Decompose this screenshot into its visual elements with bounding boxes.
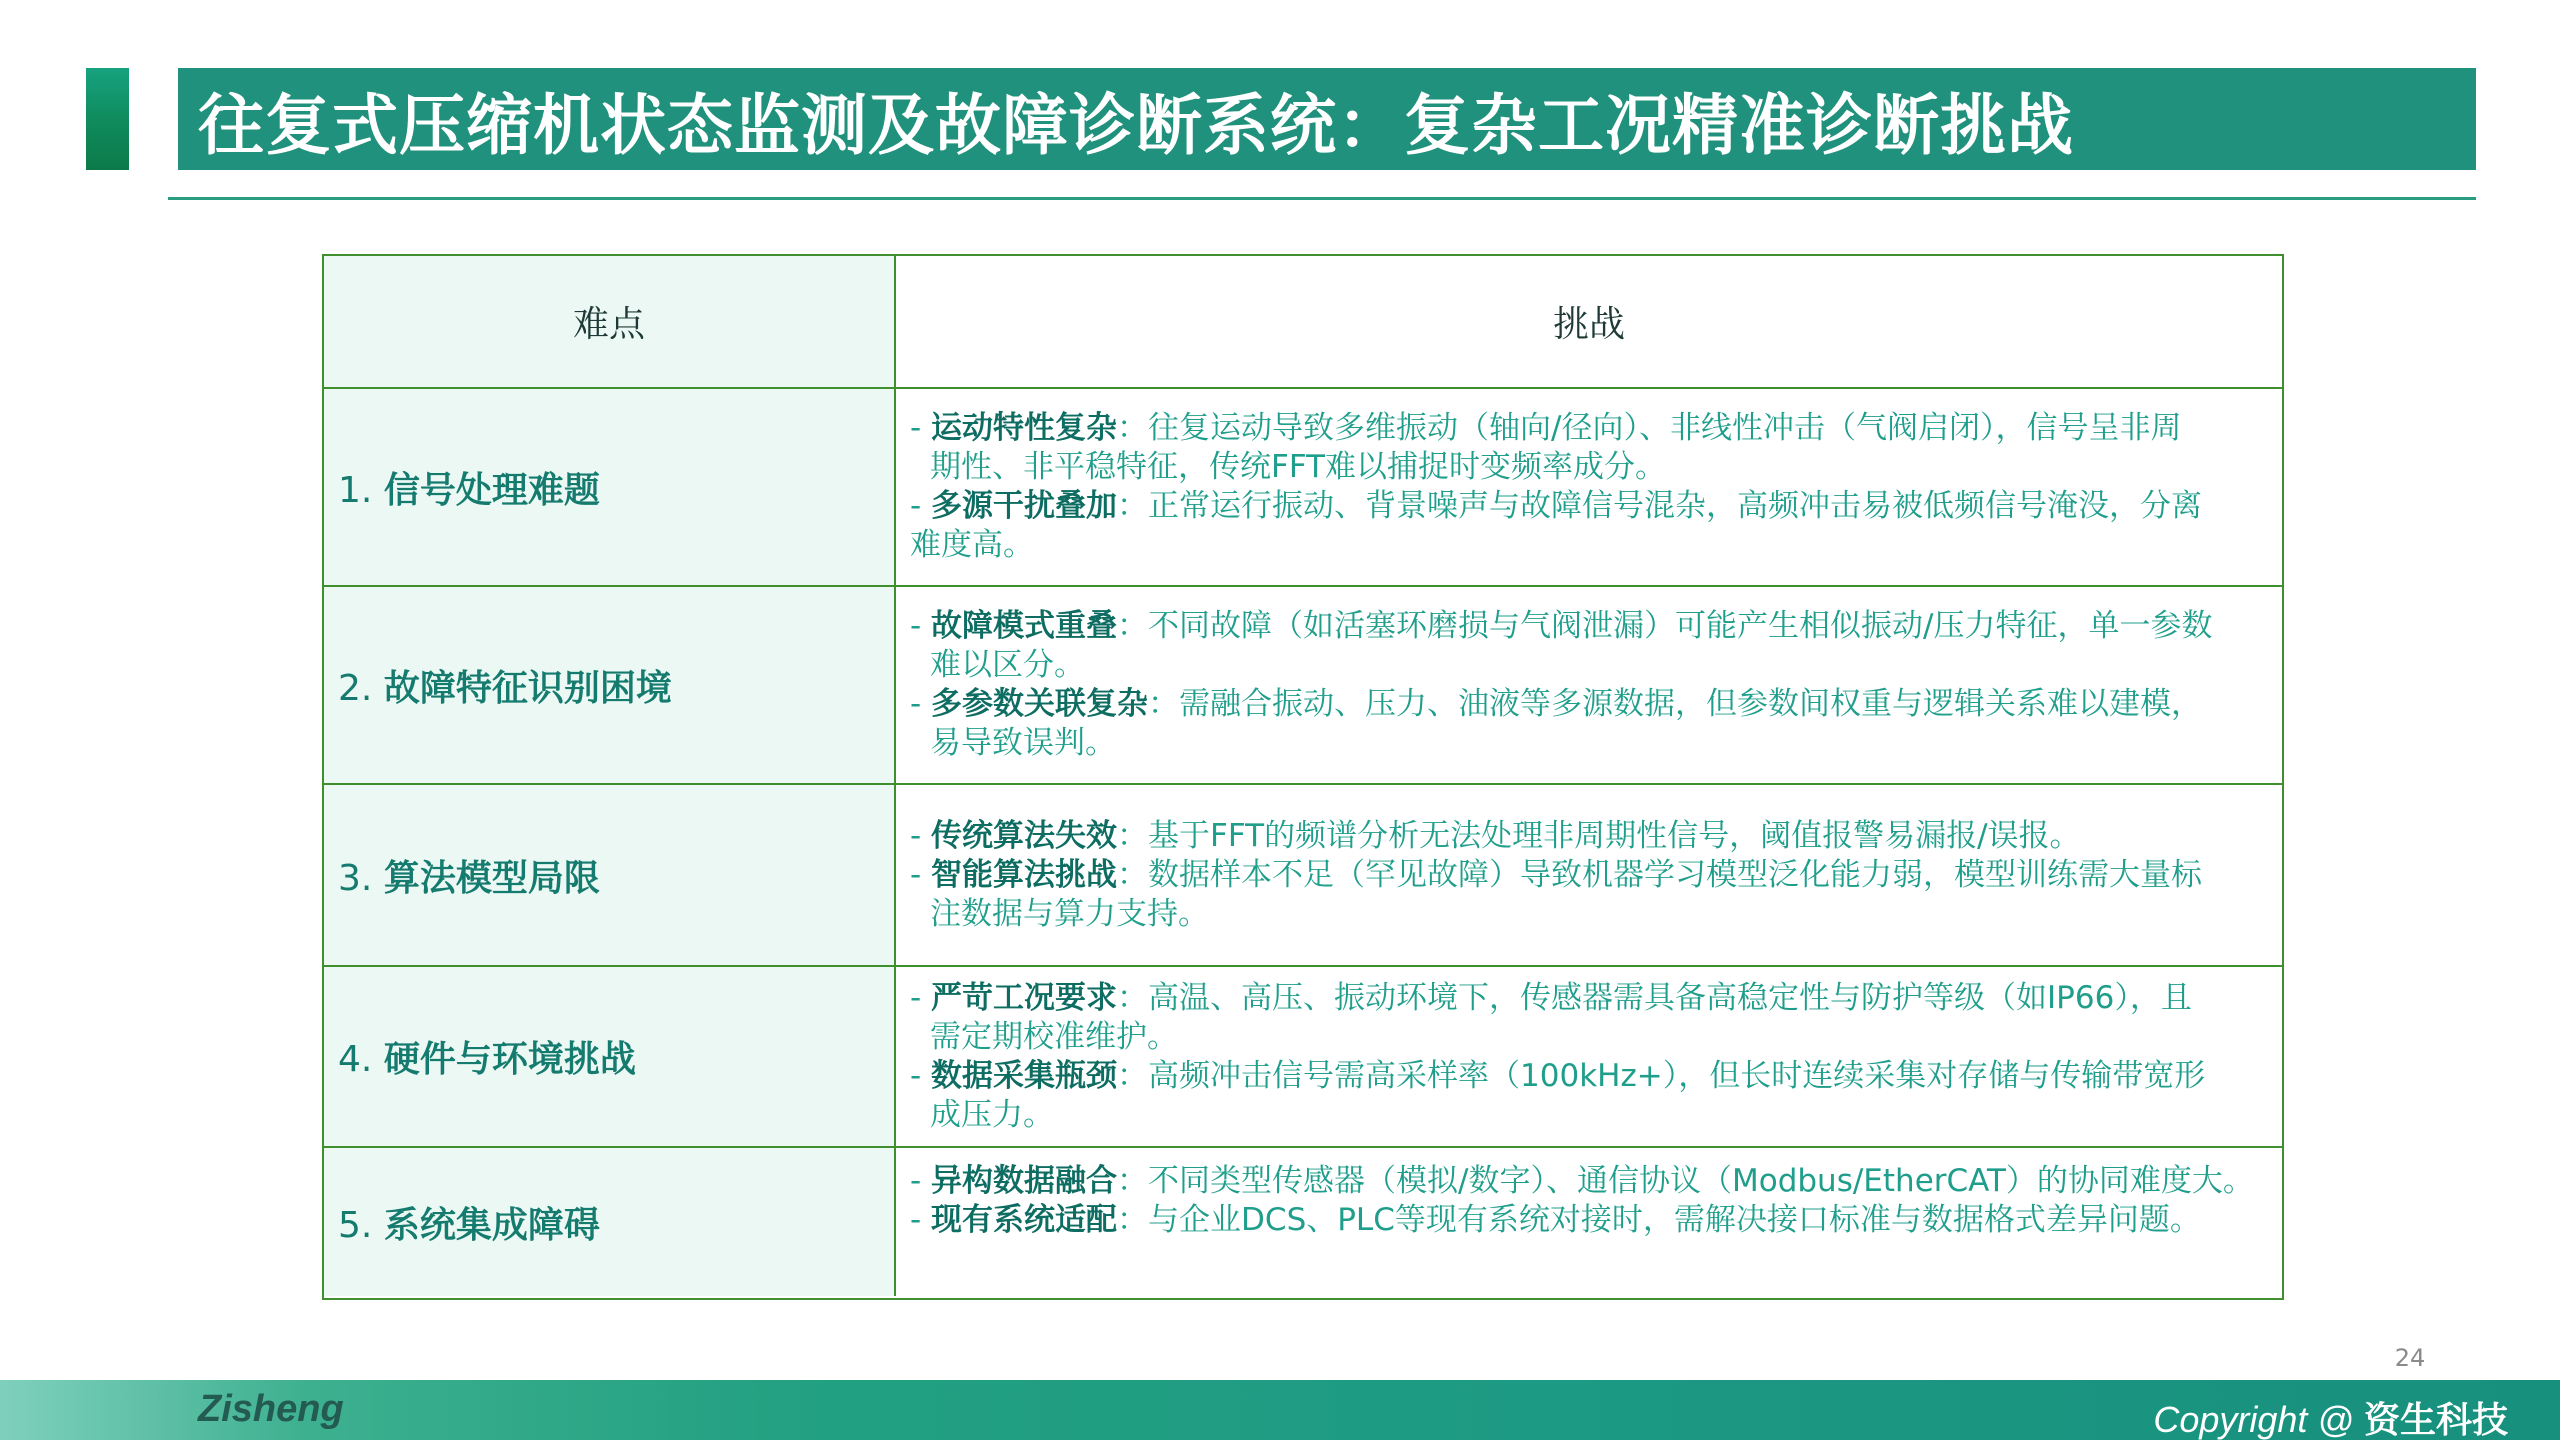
difficulty-label (338, 462, 600, 513)
footer-brand: Zisheng (198, 1388, 344, 1430)
difficulty-label (338, 1031, 636, 1082)
difficulty-number: 4. (338, 1039, 373, 1080)
footer-copyright (2153, 1392, 2508, 1443)
challenge-text: ：基于FFT的频谱分析无法处理非周期性信号，阈值报警易漏报/误报。 (1117, 817, 2081, 854)
bullet-dash: - (910, 979, 932, 1016)
bullet-dash: - (910, 608, 932, 644)
header-cell-challenge (896, 256, 2282, 387)
bullet-dash: - (910, 488, 932, 524)
table-row (324, 1146, 2282, 1296)
bullet-dash: - (910, 856, 932, 893)
title-bar (178, 68, 2476, 170)
copyright-brand: 资生科技 (2363, 1399, 2508, 1440)
difficulty-cell (324, 785, 896, 965)
header-label-challenge: 挑战 (1552, 304, 1625, 345)
challenge-cell (896, 785, 2282, 965)
difficulty-name: 信号处理难题 (383, 469, 600, 511)
challenge-key: 传统算法失效 (931, 817, 1118, 854)
table-row (324, 585, 2282, 783)
difficulty-cell (324, 389, 896, 585)
challenge-key: 严苛工况要求 (931, 979, 1118, 1016)
page-number: 24 (2394, 1344, 2426, 1372)
difficulty-name: 算法模型局限 (383, 857, 600, 899)
challenge-bullet (910, 1057, 2272, 1135)
bullet-dash: - (910, 1057, 932, 1094)
header-label-difficulty: 难点 (572, 304, 645, 345)
challenge-text-continued: 成压力。 (930, 1096, 1054, 1133)
challenge-bullet (910, 685, 2272, 763)
challenge-text: ：不同类型传感器（模拟/数字）、通信协议（Modbus/EtherCAT）的协同难度大。 (1117, 1163, 2254, 1199)
copyright-prefix: Copyright @ (2153, 1399, 2364, 1440)
challenge-key: 智能算法挑战 (931, 856, 1118, 893)
challenge-bullet (910, 487, 2272, 565)
table-header-row (324, 256, 2282, 387)
header-cell-difficulty (324, 256, 896, 387)
bullet-dash: - (910, 410, 932, 446)
difficulty-label (338, 1197, 600, 1248)
challenge-text-continued: 注数据与算力支持。 (930, 895, 1209, 932)
difficulty-cell (324, 587, 896, 783)
difficulty-number: 5. (338, 1204, 373, 1246)
challenge-text: ：需融合振动、压力、油液等多源数据，但参数间权重与逻辑关系难以建模， (1148, 686, 2203, 722)
challenge-bullet (910, 817, 2272, 856)
challenge-text-continued: 期性、非平稳特征，传统FFT难以捕捉时变频率成分。 (930, 449, 1667, 485)
challenge-bullet (910, 1162, 2272, 1201)
challenge-bullet (910, 856, 2272, 934)
challenge-text: ：往复运动导致多维振动（轴向/径向）、非线性冲击（气阀启闭），信号呈非周 (1117, 410, 2182, 446)
difficulty-cell (324, 967, 896, 1146)
challenge-key: 运动特性复杂 (931, 410, 1118, 446)
challenge-text: ：数据样本不足（罕见故障）导致机器学习模型泛化能力弱，模型训练需大量标 (1117, 856, 2203, 893)
title-accent-block (86, 68, 129, 170)
bullet-dash: - (910, 1163, 932, 1199)
challenge-text: ：高温、高压、振动环境下，传感器需具备高稳定性与防护等级（如IP66），且 (1117, 979, 2192, 1016)
challenge-key: 多参数关联复杂 (931, 686, 1149, 722)
table-row (324, 965, 2282, 1146)
challenge-key: 异构数据融合 (931, 1163, 1118, 1199)
challenge-text: ：高频冲击信号需高采样率（100kHz+），但长时连续采集对存储与传输带宽形 (1117, 1057, 2206, 1094)
challenge-cell (896, 967, 2282, 1146)
challenge-text-continued: 需定期校准维护。 (930, 1018, 1178, 1055)
challenge-cell (896, 389, 2282, 585)
difficulty-number: 1. (338, 469, 373, 511)
difficulty-name: 故障特征识别困境 (383, 667, 672, 709)
challenge-text-continued: 难度高。 (910, 527, 1034, 563)
bullet-dash: - (910, 686, 932, 722)
bullet-dash: - (910, 1202, 932, 1238)
difficulty-number: 2. (338, 667, 373, 709)
challenge-bullet (910, 607, 2272, 685)
difficulty-cell (324, 1148, 896, 1296)
challenge-cell (896, 587, 2282, 783)
challenge-text-continued: 难以区分。 (930, 647, 1085, 683)
challenge-key: 现有系统适配 (931, 1202, 1118, 1238)
challenge-text: ：不同故障（如活塞环磨损与气阀泄漏）可能产生相似振动/压力特征，单一参数 (1117, 608, 2213, 644)
challenge-text: ：正常运行振动、背景噪声与故障信号混杂，高频冲击易被低频信号淹没，分离 (1117, 488, 2203, 524)
challenge-text: ：与企业DCS、PLC等现有系统对接时，需解决接口标准与数据格式差异问题。 (1117, 1202, 2201, 1238)
table-row (324, 783, 2282, 965)
title-divider (168, 197, 2476, 200)
challenge-bullet (910, 409, 2272, 487)
challenge-bullet (910, 979, 2272, 1057)
slide-title: 往复式压缩机状态监测及故障诊断系统：复杂工况精准诊断挑战 (198, 86, 2074, 164)
table-row (324, 387, 2282, 585)
challenge-key: 故障模式重叠 (931, 608, 1118, 644)
challenge-bullet (910, 1201, 2272, 1240)
bullet-dash: - (910, 817, 932, 854)
difficulty-name: 系统集成障碍 (383, 1204, 600, 1246)
difficulty-name: 硬件与环境挑战 (383, 1039, 636, 1080)
challenge-cell (896, 1148, 2282, 1296)
challenge-text-continued: 易导致误判。 (930, 725, 1116, 761)
challenge-key: 多源干扰叠加 (931, 488, 1118, 524)
difficulty-label (338, 850, 600, 901)
difficulty-label (338, 660, 672, 711)
challenge-key: 数据采集瓶颈 (931, 1057, 1118, 1094)
challenges-table (322, 254, 2284, 1300)
difficulty-number: 3. (338, 857, 373, 899)
